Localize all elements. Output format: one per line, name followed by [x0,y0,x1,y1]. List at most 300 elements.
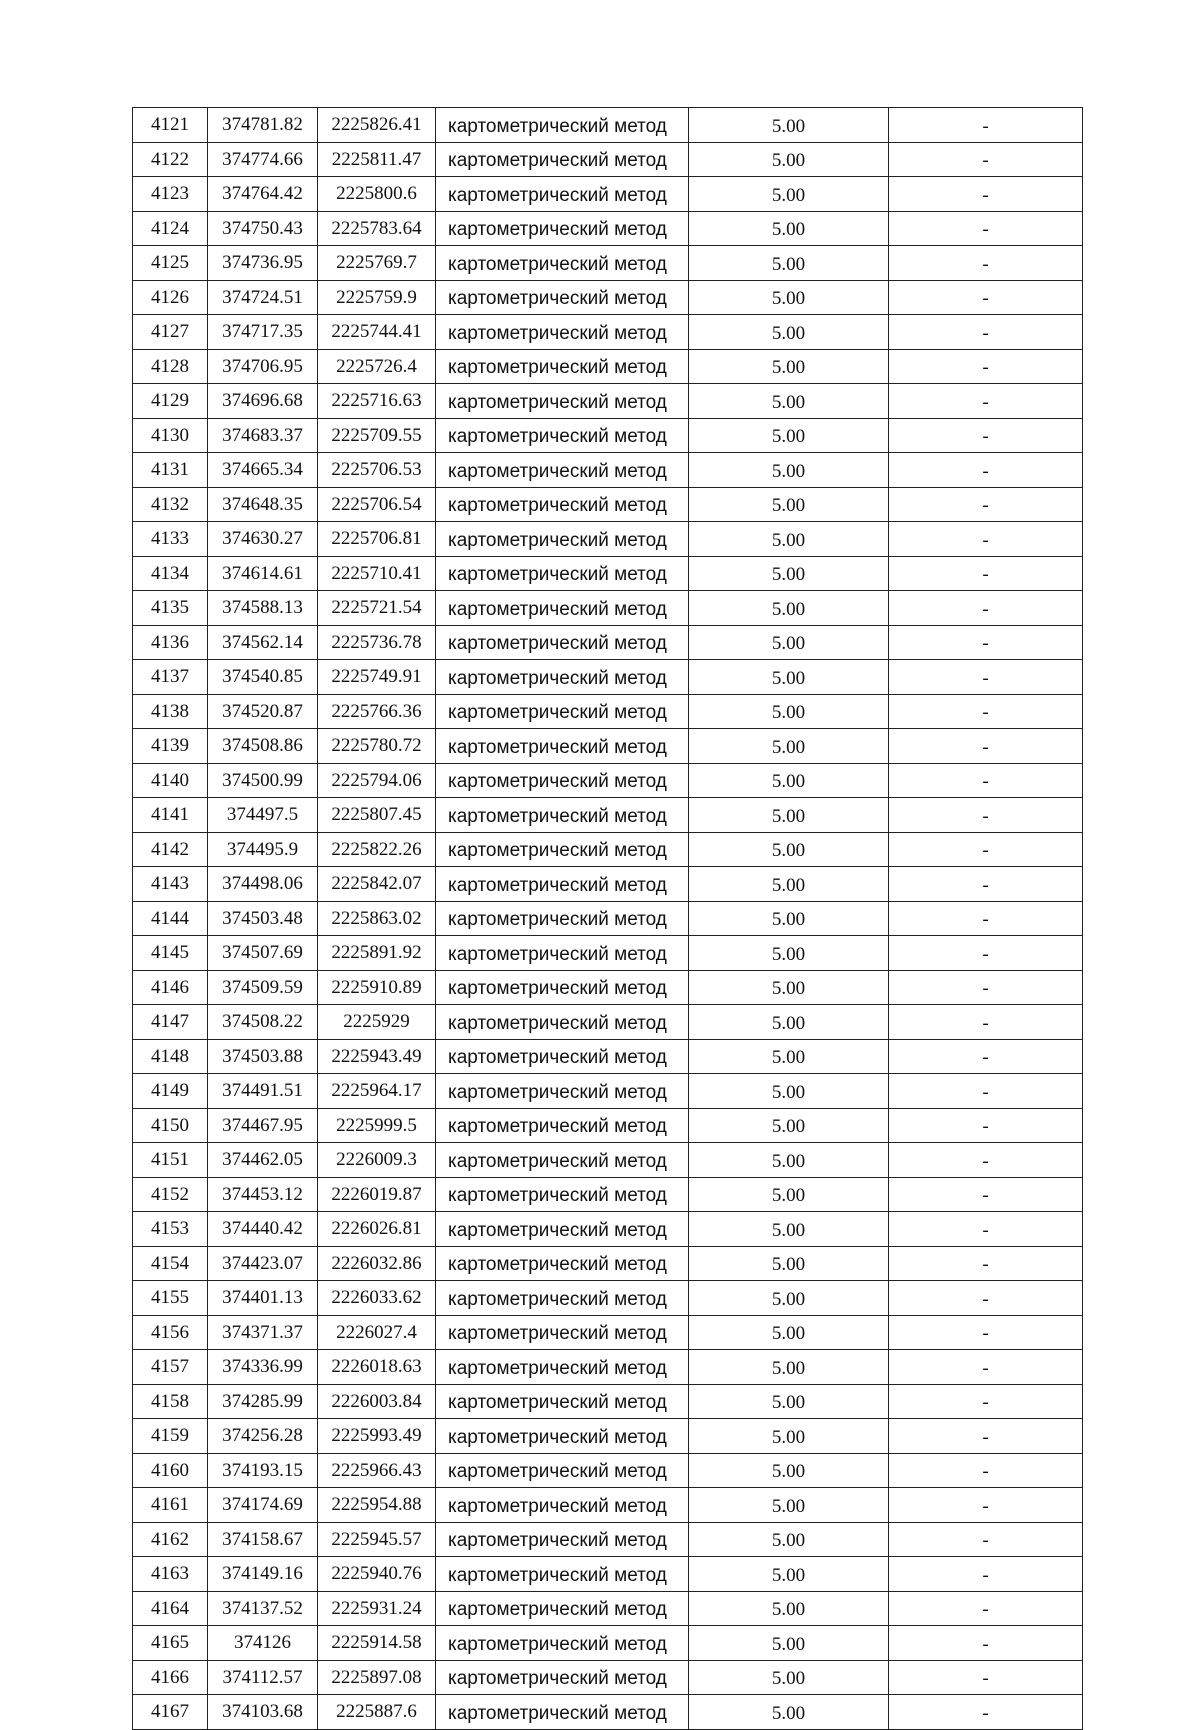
x-coordinate-cell: 374508.22 [208,1005,318,1040]
table-row [133,384,1083,419]
accuracy-cell: 5.00 [689,1453,889,1488]
accuracy-cell: 5.00 [689,1350,889,1385]
description-cell: - [889,1315,1083,1350]
x-coordinate-cell: 374371.37 [208,1315,318,1350]
table-row [133,177,1083,212]
accuracy-cell: 5.00 [689,591,889,626]
table-row [133,1419,1083,1454]
point-number-cell: 4137 [133,660,208,695]
description-cell: - [889,1039,1083,1074]
table-row [133,246,1083,281]
point-number-cell: 4165 [133,1626,208,1661]
table-row [133,1453,1083,1488]
accuracy-cell: 5.00 [689,177,889,212]
table-row [133,763,1083,798]
y-coordinate-cell: 2225744.41 [318,315,436,350]
point-number-cell: 4160 [133,1453,208,1488]
point-number-cell: 4143 [133,867,208,902]
y-coordinate-cell: 2225993.49 [318,1419,436,1454]
table-row [133,970,1083,1005]
description-cell: - [889,970,1083,1005]
method-cell: картометрический метод [436,1350,689,1385]
table-row [133,1591,1083,1626]
point-number-cell: 4134 [133,556,208,591]
point-number-cell: 4154 [133,1246,208,1281]
x-coordinate-cell: 374683.37 [208,418,318,453]
description-cell: - [889,1384,1083,1419]
y-coordinate-cell: 2225940.76 [318,1557,436,1592]
method-cell: картометрический метод [436,1039,689,1074]
y-coordinate-cell: 2226032.86 [318,1246,436,1281]
table-row [133,625,1083,660]
point-number-cell: 4149 [133,1074,208,1109]
accuracy-cell: 5.00 [689,1591,889,1626]
y-coordinate-cell: 2226003.84 [318,1384,436,1419]
method-cell: картометрический метод [436,1626,689,1661]
y-coordinate-cell: 2225807.45 [318,798,436,833]
x-coordinate-cell: 374764.42 [208,177,318,212]
y-coordinate-cell: 2225822.26 [318,832,436,867]
point-number-cell: 4146 [133,970,208,1005]
point-number-cell: 4166 [133,1660,208,1695]
y-coordinate-cell: 2225931.24 [318,1591,436,1626]
y-coordinate-cell: 2225749.91 [318,660,436,695]
table-row [133,694,1083,729]
point-number-cell: 4148 [133,1039,208,1074]
y-coordinate-cell: 2225929 [318,1005,436,1040]
method-cell: картометрический метод [436,901,689,936]
table-row [133,1246,1083,1281]
x-coordinate-cell: 374630.27 [208,522,318,557]
accuracy-cell: 5.00 [689,522,889,557]
accuracy-cell: 5.00 [689,1246,889,1281]
y-coordinate-cell: 2225794.06 [318,763,436,798]
x-coordinate-cell: 374495.9 [208,832,318,867]
method-cell: картометрический метод [436,1005,689,1040]
description-cell: - [889,280,1083,315]
method-cell: картометрический метод [436,1384,689,1419]
table-row [133,556,1083,591]
table-row [133,1143,1083,1178]
accuracy-cell: 5.00 [689,384,889,419]
accuracy-cell: 5.00 [689,763,889,798]
description-cell: - [889,625,1083,660]
description-cell: - [889,1005,1083,1040]
accuracy-cell: 5.00 [689,970,889,1005]
table-row [133,1660,1083,1695]
table-row [133,522,1083,557]
method-cell: картометрический метод [436,1591,689,1626]
accuracy-cell: 5.00 [689,1039,889,1074]
point-number-cell: 4130 [133,418,208,453]
x-coordinate-cell: 374440.42 [208,1212,318,1247]
point-number-cell: 4158 [133,1384,208,1419]
table-row [133,453,1083,488]
table-row [133,901,1083,936]
y-coordinate-cell: 2225783.64 [318,211,436,246]
y-coordinate-cell: 2226019.87 [318,1177,436,1212]
x-coordinate-cell: 374614.61 [208,556,318,591]
x-coordinate-cell: 374503.48 [208,901,318,936]
y-coordinate-cell: 2225736.78 [318,625,436,660]
point-number-cell: 4156 [133,1315,208,1350]
method-cell: картометрический метод [436,798,689,833]
description-cell: - [889,1246,1083,1281]
x-coordinate-cell: 374103.68 [208,1695,318,1730]
table-row [133,1350,1083,1385]
x-coordinate-cell: 374774.66 [208,142,318,177]
table-row [133,936,1083,971]
point-number-cell: 4162 [133,1522,208,1557]
description-cell: - [889,315,1083,350]
description-cell: - [889,108,1083,143]
table-row [133,280,1083,315]
method-cell: картометрический метод [436,1522,689,1557]
x-coordinate-cell: 374750.43 [208,211,318,246]
description-cell: - [889,556,1083,591]
y-coordinate-cell: 2225842.07 [318,867,436,902]
accuracy-cell: 5.00 [689,694,889,729]
x-coordinate-cell: 374423.07 [208,1246,318,1281]
description-cell: - [889,1557,1083,1592]
accuracy-cell: 5.00 [689,142,889,177]
point-number-cell: 4150 [133,1108,208,1143]
method-cell: картометрический метод [436,660,689,695]
y-coordinate-cell: 2225811.47 [318,142,436,177]
x-coordinate-cell: 374193.15 [208,1453,318,1488]
description-cell: - [889,418,1083,453]
y-coordinate-cell: 2225910.89 [318,970,436,1005]
x-coordinate-cell: 374665.34 [208,453,318,488]
y-coordinate-cell: 2225943.49 [318,1039,436,1074]
coordinates-table [132,107,1083,1730]
x-coordinate-cell: 374401.13 [208,1281,318,1316]
table-row [133,1522,1083,1557]
table-row [133,1039,1083,1074]
method-cell: картометрический метод [436,453,689,488]
point-number-cell: 4122 [133,142,208,177]
description-cell: - [889,1177,1083,1212]
accuracy-cell: 5.00 [689,1626,889,1661]
accuracy-cell: 5.00 [689,867,889,902]
accuracy-cell: 5.00 [689,936,889,971]
description-cell: - [889,1212,1083,1247]
description-cell: - [889,763,1083,798]
method-cell: картометрический метод [436,1143,689,1178]
table-row [133,1005,1083,1040]
y-coordinate-cell: 2225709.55 [318,418,436,453]
method-cell: картометрический метод [436,1557,689,1592]
accuracy-cell: 5.00 [689,1695,889,1730]
table-row [133,349,1083,384]
x-coordinate-cell: 374174.69 [208,1488,318,1523]
point-number-cell: 4123 [133,177,208,212]
x-coordinate-cell: 374256.28 [208,1419,318,1454]
method-cell: картометрический метод [436,108,689,143]
x-coordinate-cell: 374137.52 [208,1591,318,1626]
y-coordinate-cell: 2225726.4 [318,349,436,384]
description-cell: - [889,1453,1083,1488]
table-row [133,142,1083,177]
accuracy-cell: 5.00 [689,1005,889,1040]
accuracy-cell: 5.00 [689,246,889,281]
description-cell: - [889,142,1083,177]
y-coordinate-cell: 2225710.41 [318,556,436,591]
method-cell: картометрический метод [436,1488,689,1523]
table-row [133,1315,1083,1350]
method-cell: картометрический метод [436,1695,689,1730]
description-cell: - [889,1350,1083,1385]
description-cell: - [889,729,1083,764]
y-coordinate-cell: 2225945.57 [318,1522,436,1557]
x-coordinate-cell: 374509.59 [208,970,318,1005]
point-number-cell: 4152 [133,1177,208,1212]
y-coordinate-cell: 2226027.4 [318,1315,436,1350]
y-coordinate-cell: 2225800.6 [318,177,436,212]
point-number-cell: 4157 [133,1350,208,1385]
description-cell: - [889,453,1083,488]
description-cell: - [889,1695,1083,1730]
accuracy-cell: 5.00 [689,349,889,384]
method-cell: картометрический метод [436,1281,689,1316]
method-cell: картометрический метод [436,694,689,729]
table-row [133,1212,1083,1247]
y-coordinate-cell: 2225863.02 [318,901,436,936]
accuracy-cell: 5.00 [689,1143,889,1178]
x-coordinate-cell: 374336.99 [208,1350,318,1385]
coordinates-table-body [133,108,1083,1730]
method-cell: картометрический метод [436,970,689,1005]
method-cell: картометрический метод [436,936,689,971]
y-coordinate-cell: 2225769.7 [318,246,436,281]
accuracy-cell: 5.00 [689,798,889,833]
table-row [133,660,1083,695]
y-coordinate-cell: 2225999.5 [318,1108,436,1143]
x-coordinate-cell: 374648.35 [208,487,318,522]
point-number-cell: 4139 [133,729,208,764]
x-coordinate-cell: 374467.95 [208,1108,318,1143]
accuracy-cell: 5.00 [689,1074,889,1109]
y-coordinate-cell: 2225766.36 [318,694,436,729]
accuracy-cell: 5.00 [689,1315,889,1350]
x-coordinate-cell: 374717.35 [208,315,318,350]
accuracy-cell: 5.00 [689,729,889,764]
method-cell: картометрический метод [436,487,689,522]
method-cell: картометрический метод [436,556,689,591]
x-coordinate-cell: 374520.87 [208,694,318,729]
y-coordinate-cell: 2225706.81 [318,522,436,557]
method-cell: картометрический метод [436,315,689,350]
point-number-cell: 4124 [133,211,208,246]
table-row [133,1384,1083,1419]
description-cell: - [889,384,1083,419]
accuracy-cell: 5.00 [689,625,889,660]
y-coordinate-cell: 2225887.6 [318,1695,436,1730]
table-row [133,1488,1083,1523]
description-cell: - [889,694,1083,729]
x-coordinate-cell: 374736.95 [208,246,318,281]
description-cell: - [889,1660,1083,1695]
accuracy-cell: 5.00 [689,1419,889,1454]
point-number-cell: 4142 [133,832,208,867]
method-cell: картометрический метод [436,418,689,453]
x-coordinate-cell: 374588.13 [208,591,318,626]
table-row [133,315,1083,350]
x-coordinate-cell: 374149.16 [208,1557,318,1592]
accuracy-cell: 5.00 [689,1488,889,1523]
point-number-cell: 4159 [133,1419,208,1454]
y-coordinate-cell: 2225759.9 [318,280,436,315]
method-cell: картометрический метод [436,763,689,798]
x-coordinate-cell: 374285.99 [208,1384,318,1419]
method-cell: картометрический метод [436,177,689,212]
description-cell: - [889,349,1083,384]
description-cell: - [889,1522,1083,1557]
x-coordinate-cell: 374781.82 [208,108,318,143]
y-coordinate-cell: 2226009.3 [318,1143,436,1178]
description-cell: - [889,1074,1083,1109]
x-coordinate-cell: 374508.86 [208,729,318,764]
point-number-cell: 4155 [133,1281,208,1316]
description-cell: - [889,211,1083,246]
accuracy-cell: 5.00 [689,1177,889,1212]
method-cell: картометрический метод [436,522,689,557]
x-coordinate-cell: 374491.51 [208,1074,318,1109]
description-cell: - [889,1281,1083,1316]
x-coordinate-cell: 374500.99 [208,763,318,798]
point-number-cell: 4167 [133,1695,208,1730]
method-cell: картометрический метод [436,1660,689,1695]
point-number-cell: 4133 [133,522,208,557]
point-number-cell: 4128 [133,349,208,384]
accuracy-cell: 5.00 [689,901,889,936]
method-cell: картометрический метод [436,832,689,867]
description-cell: - [889,591,1083,626]
method-cell: картометрический метод [436,867,689,902]
description-cell: - [889,246,1083,281]
description-cell: - [889,901,1083,936]
y-coordinate-cell: 2225826.41 [318,108,436,143]
description-cell: - [889,487,1083,522]
y-coordinate-cell: 2225954.88 [318,1488,436,1523]
description-cell: - [889,660,1083,695]
point-number-cell: 4121 [133,108,208,143]
method-cell: картометрический метод [436,1419,689,1454]
x-coordinate-cell: 374158.67 [208,1522,318,1557]
description-cell: - [889,1419,1083,1454]
x-coordinate-cell: 374503.88 [208,1039,318,1074]
y-coordinate-cell: 2225721.54 [318,591,436,626]
table-row [133,1557,1083,1592]
method-cell: картометрический метод [436,1212,689,1247]
x-coordinate-cell: 374696.68 [208,384,318,419]
x-coordinate-cell: 374112.57 [208,1660,318,1695]
table-row [133,867,1083,902]
accuracy-cell: 5.00 [689,1522,889,1557]
x-coordinate-cell: 374462.05 [208,1143,318,1178]
method-cell: картометрический метод [436,1453,689,1488]
accuracy-cell: 5.00 [689,1557,889,1592]
point-number-cell: 4125 [133,246,208,281]
accuracy-cell: 5.00 [689,315,889,350]
method-cell: картометрический метод [436,1074,689,1109]
x-coordinate-cell: 374126 [208,1626,318,1661]
table-row [133,1626,1083,1661]
x-coordinate-cell: 374453.12 [208,1177,318,1212]
description-cell: - [889,832,1083,867]
point-number-cell: 4135 [133,591,208,626]
description-cell: - [889,522,1083,557]
table-row [133,487,1083,522]
x-coordinate-cell: 374497.5 [208,798,318,833]
y-coordinate-cell: 2226026.81 [318,1212,436,1247]
y-coordinate-cell: 2225897.08 [318,1660,436,1695]
point-number-cell: 4136 [133,625,208,660]
point-number-cell: 4147 [133,1005,208,1040]
y-coordinate-cell: 2225706.54 [318,487,436,522]
table-row [133,832,1083,867]
method-cell: картометрический метод [436,384,689,419]
y-coordinate-cell: 2226033.62 [318,1281,436,1316]
x-coordinate-cell: 374498.06 [208,867,318,902]
table-row [133,729,1083,764]
method-cell: картометрический метод [436,142,689,177]
method-cell: картометрический метод [436,1108,689,1143]
accuracy-cell: 5.00 [689,1212,889,1247]
accuracy-cell: 5.00 [689,418,889,453]
accuracy-cell: 5.00 [689,1660,889,1695]
y-coordinate-cell: 2225914.58 [318,1626,436,1661]
point-number-cell: 4153 [133,1212,208,1247]
point-number-cell: 4127 [133,315,208,350]
accuracy-cell: 5.00 [689,487,889,522]
point-number-cell: 4164 [133,1591,208,1626]
point-number-cell: 4126 [133,280,208,315]
accuracy-cell: 5.00 [689,453,889,488]
point-number-cell: 4161 [133,1488,208,1523]
description-cell: - [889,1626,1083,1661]
table-row [133,1177,1083,1212]
y-coordinate-cell: 2225891.92 [318,936,436,971]
method-cell: картометрический метод [436,625,689,660]
table-row [133,108,1083,143]
method-cell: картометрический метод [436,349,689,384]
table-row [133,1695,1083,1730]
x-coordinate-cell: 374562.14 [208,625,318,660]
description-cell: - [889,1591,1083,1626]
accuracy-cell: 5.00 [689,832,889,867]
accuracy-cell: 5.00 [689,556,889,591]
y-coordinate-cell: 2225780.72 [318,729,436,764]
accuracy-cell: 5.00 [689,1281,889,1316]
point-number-cell: 4141 [133,798,208,833]
table-row [133,211,1083,246]
point-number-cell: 4145 [133,936,208,971]
table-row [133,591,1083,626]
y-coordinate-cell: 2225706.53 [318,453,436,488]
x-coordinate-cell: 374507.69 [208,936,318,971]
table-row [133,1074,1083,1109]
method-cell: картометрический метод [436,1315,689,1350]
accuracy-cell: 5.00 [689,1384,889,1419]
accuracy-cell: 5.00 [689,1108,889,1143]
table-row [133,1281,1083,1316]
method-cell: картометрический метод [436,729,689,764]
y-coordinate-cell: 2225964.17 [318,1074,436,1109]
x-coordinate-cell: 374706.95 [208,349,318,384]
description-cell: - [889,1143,1083,1178]
method-cell: картометрический метод [436,246,689,281]
